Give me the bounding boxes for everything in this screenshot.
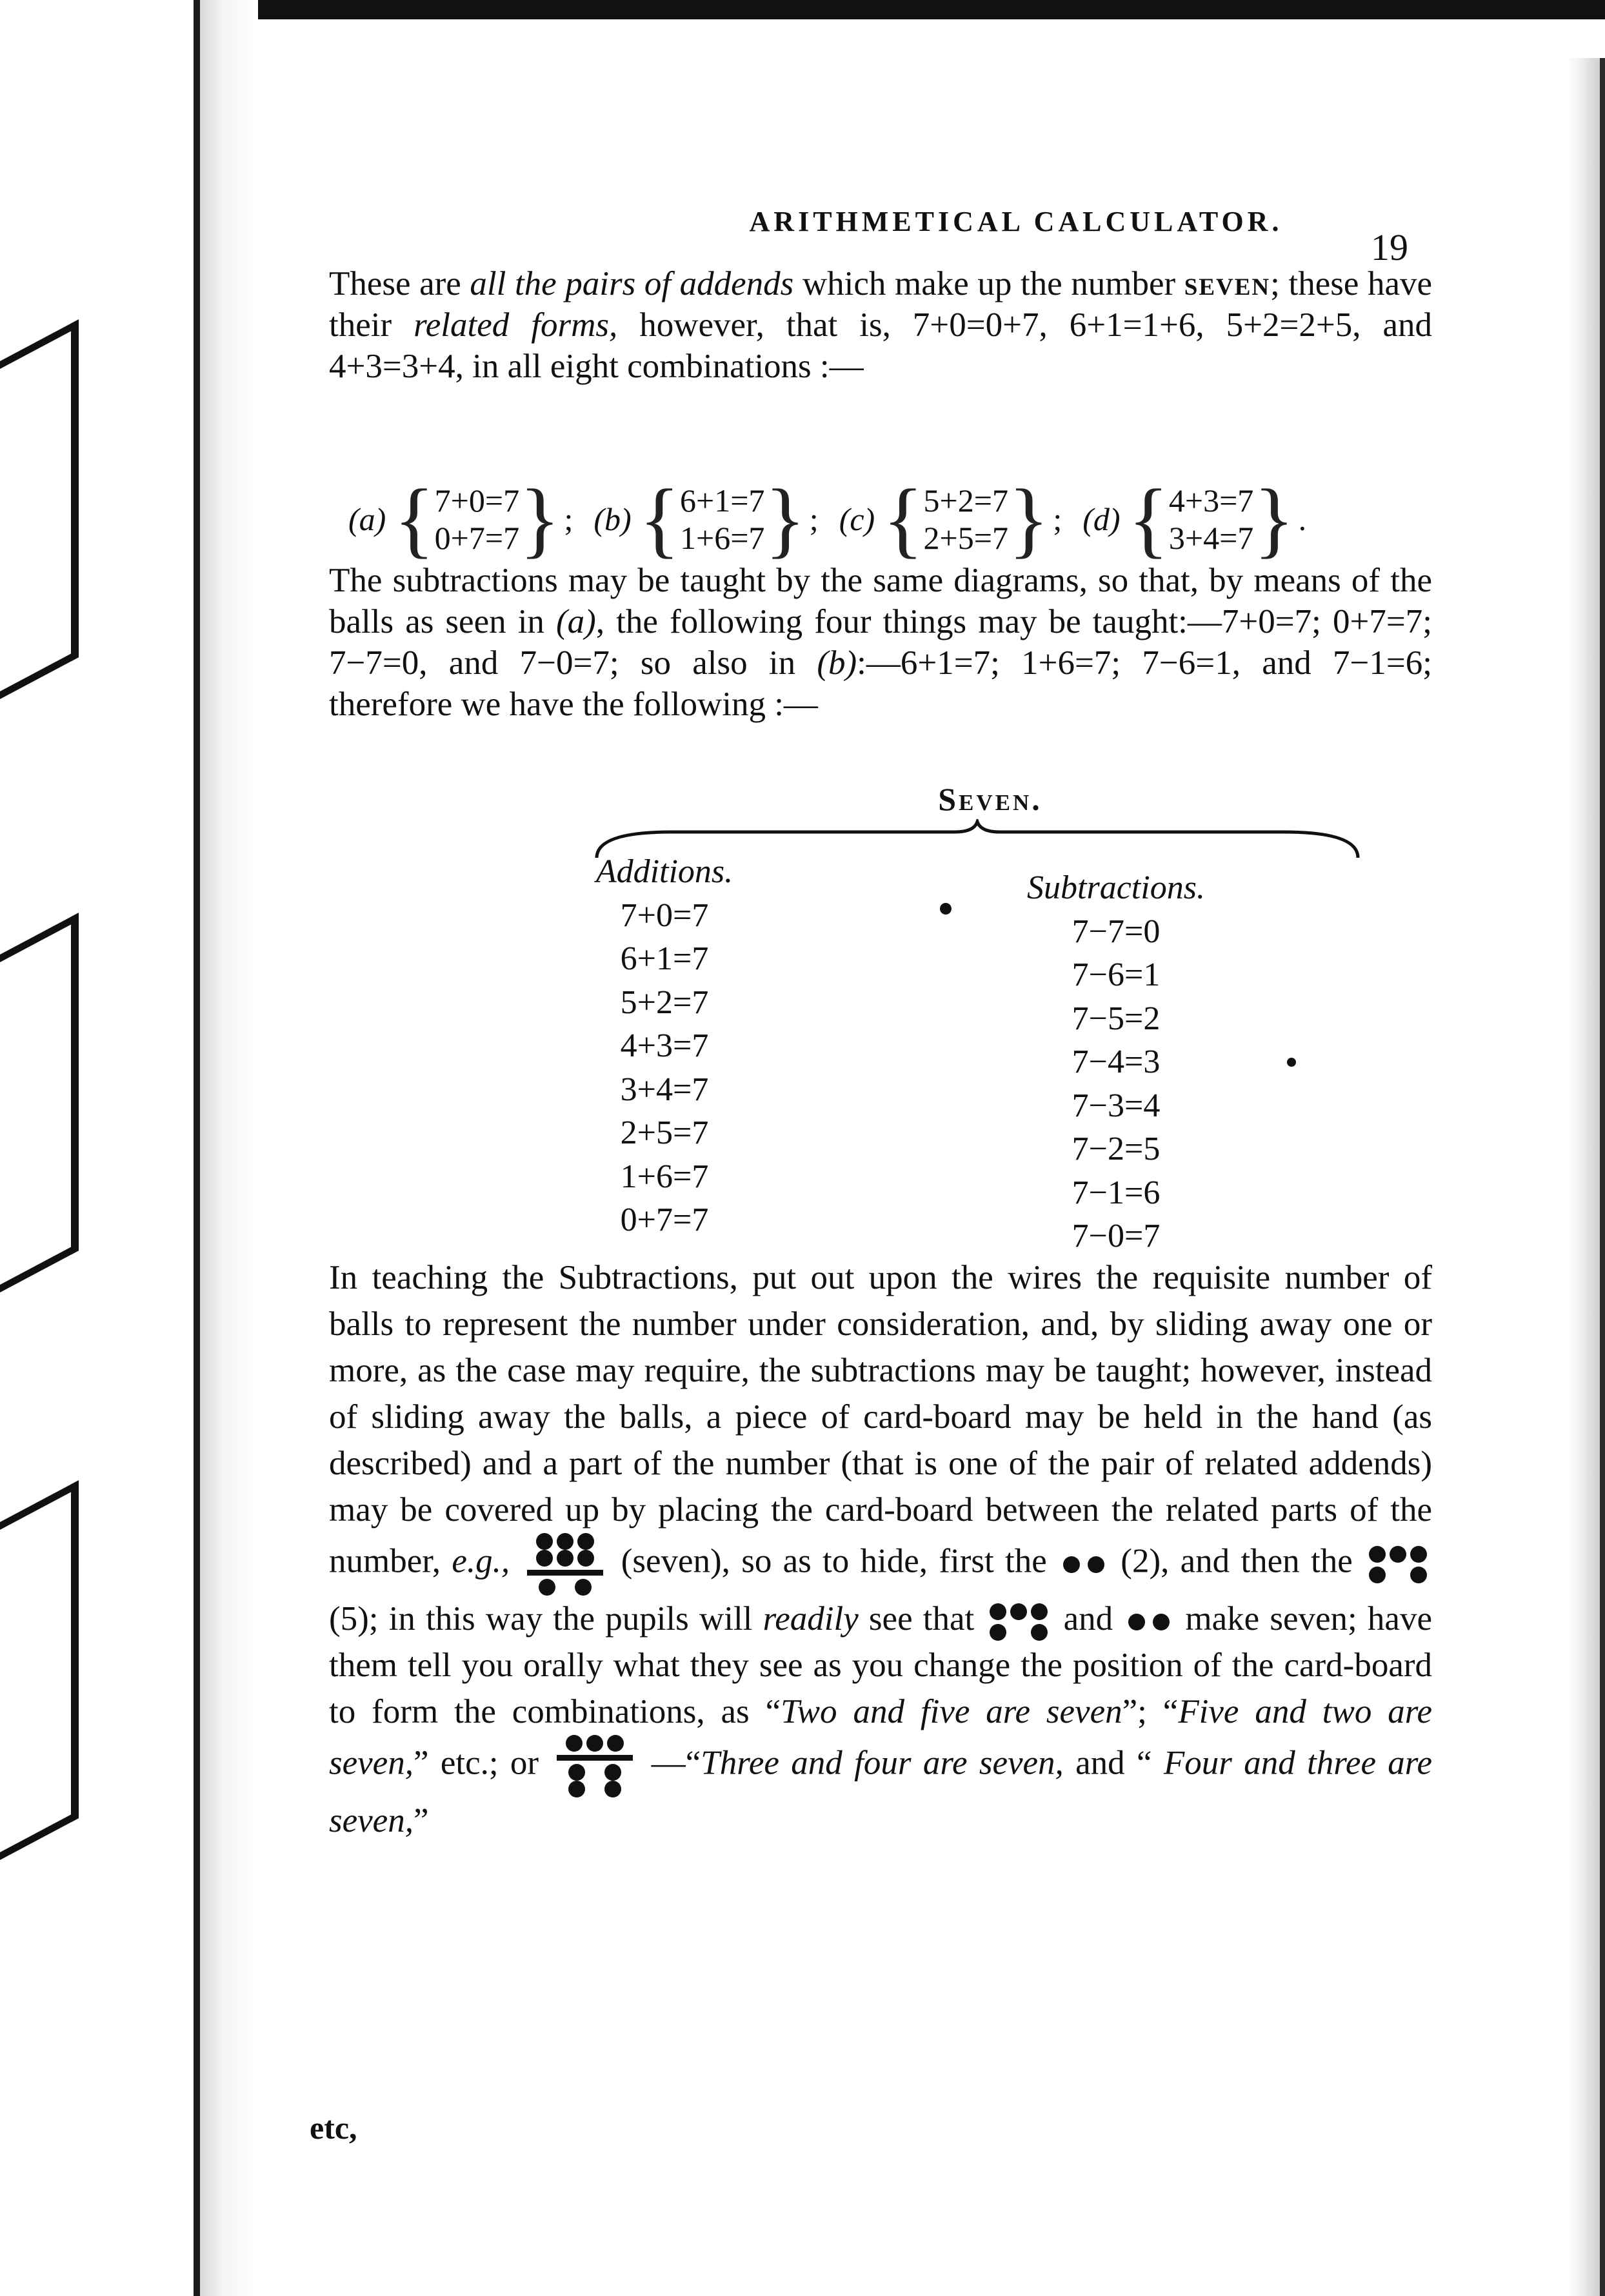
para1-italic-1: all the pairs of addends bbox=[470, 265, 794, 302]
book-binding-gutter bbox=[200, 0, 258, 2296]
five-balls-icon bbox=[990, 1603, 1048, 1641]
addition-row: 7+0=7 bbox=[620, 896, 709, 934]
para3-text-10: —“ bbox=[639, 1744, 701, 1782]
para2-italic-2: (b) bbox=[817, 644, 857, 682]
left-page-diagram-2 bbox=[0, 913, 79, 1292]
para3-text-5: see that bbox=[858, 1600, 985, 1638]
combination-separator: ; bbox=[809, 501, 819, 537]
subtraction-row: 7−3=4 bbox=[1072, 1087, 1161, 1124]
combination-bottom: 0+7=7 bbox=[434, 520, 520, 556]
combination-label: (b) bbox=[593, 501, 632, 537]
para1-text-3: ; these have their bbox=[329, 265, 1432, 344]
additions-column bbox=[542, 850, 787, 1242]
para3-text-8: ”; “ bbox=[1122, 1693, 1179, 1730]
para1-text-4: however, that is, 7+0=0+7, 6+1=1+6, 5+2=2+5, and 4+3=3+4, in all eight combinations :— bbox=[329, 306, 1433, 385]
para3-italic-eg: e.g., bbox=[452, 1542, 510, 1580]
combination-separator: ; bbox=[564, 501, 573, 537]
combination-stack bbox=[924, 482, 1008, 557]
table-title: Seven. bbox=[938, 781, 1042, 817]
para3-text-6: and bbox=[1053, 1600, 1124, 1638]
combination-bottom: 3+4=7 bbox=[1168, 520, 1254, 556]
subtraction-row: 7−5=2 bbox=[1072, 1000, 1161, 1037]
combination-label: (a) bbox=[348, 501, 386, 537]
combination-label: (d) bbox=[1082, 501, 1121, 537]
left-page-remnant bbox=[0, 0, 200, 2296]
paragraph-teaching bbox=[329, 1254, 1432, 1844]
para3-italic-readily: readily bbox=[763, 1600, 859, 1638]
left-page-diagram-1 bbox=[0, 319, 79, 699]
combination-stack bbox=[1169, 482, 1253, 557]
para3-text-11: and “ bbox=[1063, 1744, 1164, 1782]
closing-etc: etc, bbox=[310, 2110, 357, 2146]
combination-stack bbox=[435, 482, 519, 557]
para3-italic-five-two: Five and two are seven, bbox=[329, 1693, 1432, 1782]
para3-text-1: In teaching the Subtractions, put out upon the wires the requisite number of balls to represent the number under consideration, and, by sliding away one or more, as the case may require, the subtractions may be taught; however, instead of sliding away the balls, a piece of card-board may be held in the hand (as described) and a part of the number (that is one of the pair of related addends) may be covered up by placing the card-board between the related parts of the number, bbox=[329, 1259, 1432, 1580]
combination-top: 4+3=7 bbox=[1168, 482, 1254, 519]
addition-row: 6+1=7 bbox=[620, 940, 709, 977]
left-brace-icon: { bbox=[639, 471, 681, 566]
para2-text-3: :—6+1=7; 1+6=7; 7−6=1, and 7−1=6; therefore we have the following :— bbox=[329, 644, 1432, 723]
para1-text-1: These are bbox=[329, 265, 470, 302]
para3-text-7: make seven; have them tell you orally what they see as you change the position of the card-board to form the combinations, as “ bbox=[329, 1600, 1432, 1730]
subtraction-row: 7−6=1 bbox=[1072, 956, 1161, 993]
three-four-balls-card-icon bbox=[557, 1735, 633, 1797]
ink-speck bbox=[940, 903, 952, 915]
subtraction-row: 7−2=5 bbox=[1072, 1131, 1161, 1167]
combination-braces-row bbox=[348, 468, 1471, 571]
addition-row: 2+5=7 bbox=[620, 1114, 709, 1151]
two-balls-icon bbox=[1128, 1614, 1170, 1630]
para3-text-3: (2), and then the bbox=[1110, 1542, 1364, 1580]
right-brace-icon: } bbox=[764, 471, 806, 566]
paragraph-addends bbox=[329, 263, 1432, 387]
para1-text-2: which make up the number bbox=[793, 265, 1184, 302]
subtraction-row: 7−4=3 bbox=[1072, 1044, 1161, 1080]
paragraph-subtractions bbox=[329, 560, 1432, 725]
combination-separator: ; bbox=[1053, 501, 1062, 537]
right-brace-icon: } bbox=[1008, 471, 1050, 566]
para3-text-4: (5); in this way the pupils will bbox=[329, 1600, 763, 1638]
para1-smallcaps-seven: seven bbox=[1184, 265, 1271, 302]
combination-stack bbox=[680, 482, 764, 557]
combination-c bbox=[839, 471, 1072, 566]
para3-text-9: ” etc.; or bbox=[413, 1744, 551, 1782]
subtractions-header: Subtractions. bbox=[1027, 869, 1205, 906]
combination-b bbox=[593, 471, 827, 566]
para1-italic-2: related forms, bbox=[414, 306, 618, 344]
seven-balls-card-icon bbox=[527, 1533, 603, 1596]
combination-label: (c) bbox=[839, 501, 875, 537]
right-page-edge bbox=[1566, 58, 1605, 2296]
combination-bottom: 1+6=7 bbox=[680, 520, 765, 556]
para3-italic-four-three: Four and three are seven, bbox=[329, 1744, 1432, 1839]
left-brace-icon: { bbox=[1128, 471, 1169, 566]
five-balls-icon bbox=[1369, 1546, 1427, 1583]
two-balls-icon bbox=[1063, 1556, 1104, 1573]
right-brace-icon: } bbox=[1253, 471, 1295, 566]
running-title: ARITHMETICAL CALCULATOR. bbox=[749, 206, 1283, 237]
addition-row: 5+2=7 bbox=[620, 984, 709, 1021]
subtractions-column bbox=[968, 866, 1264, 1258]
subtraction-row: 7−1=6 bbox=[1072, 1174, 1161, 1211]
combination-bottom: 2+5=7 bbox=[923, 520, 1008, 556]
para3-text-12: ” bbox=[413, 1802, 429, 1839]
para3-text-2: (seven), so as to hide, first the bbox=[621, 1542, 1059, 1580]
combination-top: 6+1=7 bbox=[680, 482, 765, 519]
left-page-diagram-3 bbox=[0, 1480, 79, 1860]
addition-row: 0+7=7 bbox=[620, 1202, 709, 1238]
combination-top: 5+2=7 bbox=[923, 482, 1008, 519]
combination-separator: . bbox=[1298, 501, 1307, 537]
addition-row: 1+6=7 bbox=[620, 1158, 709, 1195]
ink-speck bbox=[1287, 1058, 1296, 1067]
left-brace-icon: { bbox=[394, 471, 435, 566]
para3-italic-three-four: Three and four are seven, bbox=[701, 1744, 1064, 1782]
left-brace-icon: { bbox=[882, 471, 924, 566]
subtraction-row: 7−7=0 bbox=[1072, 913, 1161, 950]
combination-top: 7+0=7 bbox=[434, 482, 520, 519]
combination-d bbox=[1082, 471, 1315, 566]
additions-header: Additions. bbox=[595, 853, 733, 890]
para2-text-1: The subtractions may be taught by the same diagrams, so that, by means of the balls as seen in bbox=[329, 562, 1432, 640]
combination-a bbox=[348, 471, 582, 566]
addition-row: 4+3=7 bbox=[620, 1027, 709, 1064]
book-page bbox=[258, 0, 1568, 2296]
page-number: 19 bbox=[1371, 226, 1408, 268]
para2-text-2: , the following four things may be taught:—7+0=7; 0+7=7; 7−7=0, and 7−0=7; so also in bbox=[329, 603, 1432, 682]
addition-row: 3+4=7 bbox=[620, 1071, 709, 1108]
para2-italic-1: (a) bbox=[556, 603, 596, 640]
right-brace-icon: } bbox=[519, 471, 561, 566]
para3-italic-two-five: Two and five are seven bbox=[781, 1693, 1122, 1730]
subtraction-row: 7−0=7 bbox=[1072, 1218, 1161, 1254]
